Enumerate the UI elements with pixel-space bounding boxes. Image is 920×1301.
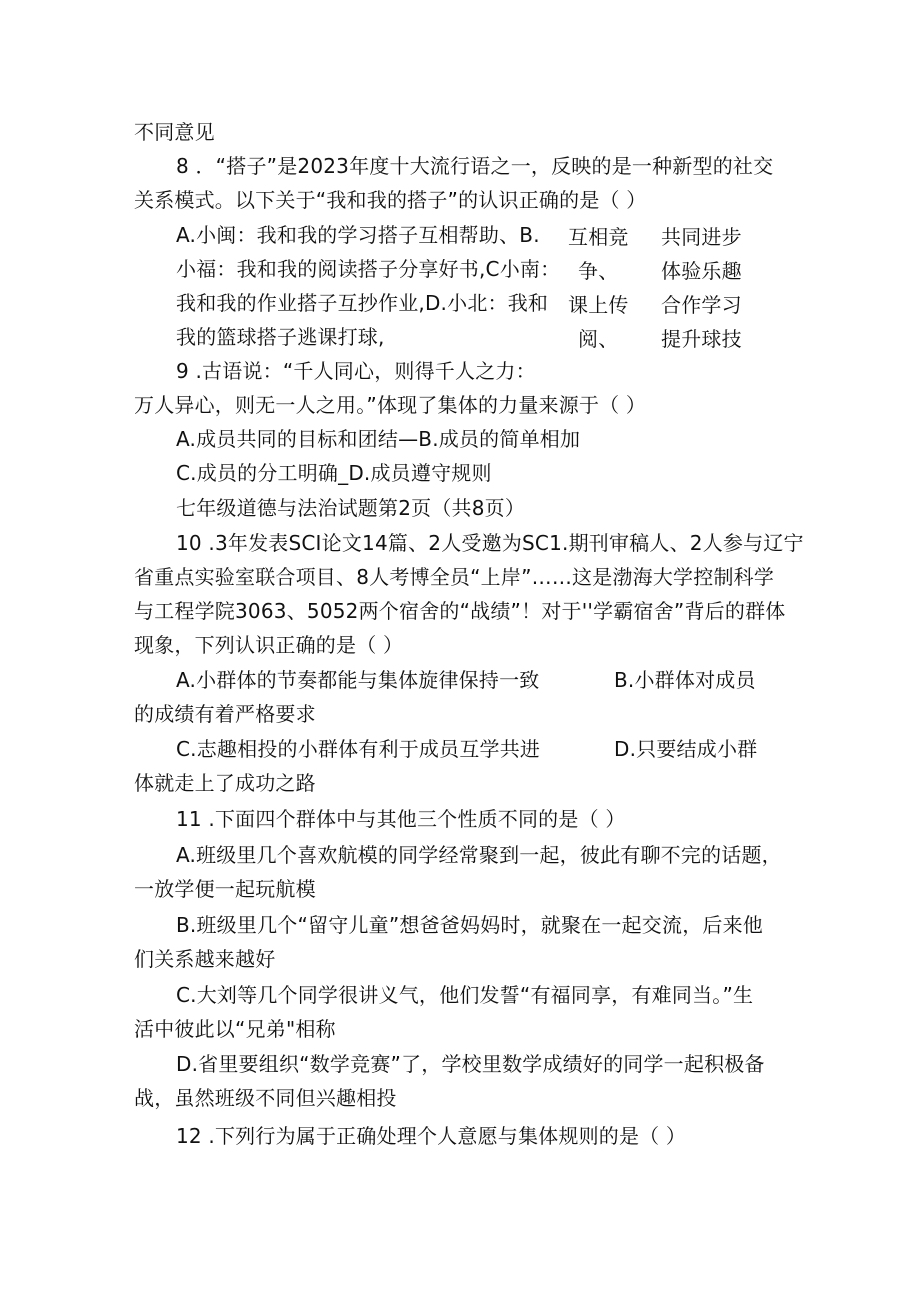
question-8-option-line: 我的篮球搭子逃课打球, bbox=[176, 325, 385, 349]
question-8-option-line: 我和我的作业搭子互抄作业,D.小北：我和 bbox=[176, 291, 549, 315]
option-fragment: 提升球技 bbox=[661, 327, 742, 351]
text-line: 们关系越来越好 bbox=[134, 947, 276, 971]
question-10-option-a: A.小群体的节奏都能与集体旋律保持一致 bbox=[176, 668, 540, 692]
text-line: 省重点实验室联合项目、8人考博全员“上岸”……这是渤海大学控制科学 bbox=[134, 565, 775, 589]
text-line: 关系模式。以下关于“我和我的搭子”的认识正确的是（ ） bbox=[134, 188, 647, 212]
page-footer: 七年级道德与法治试题第2页（共8页） bbox=[176, 496, 526, 520]
question-9-stem: 9 .古语说：“千人同心，则得千人之力： bbox=[176, 359, 536, 383]
question-10-stem: 10 .3年发表SCI论文14篇、2人受邀为SC1.期刊审稿人、2人参与辽宁 bbox=[176, 531, 804, 555]
question-9-options-ab: A.成员共同的目标和团结—B.成员的简单相加 bbox=[176, 427, 581, 451]
option-fragment: 合作学习 bbox=[661, 293, 742, 317]
text-line: 体就走上了成功之路 bbox=[134, 771, 316, 795]
text-line: 不同意见 bbox=[134, 120, 215, 144]
question-10-option-d: D.只要结成小群 bbox=[614, 737, 758, 761]
text-line: 的成绩有着严格要求 bbox=[134, 702, 316, 726]
text-line: 战，虽然班级不同但兴趣相投 bbox=[134, 1086, 397, 1110]
option-fragment: 课上传 bbox=[568, 293, 629, 317]
question-8-stem: 8 ．“搭子”是2023年度十大流行语之一，反映的是一种新型的社交 bbox=[176, 154, 774, 178]
text-line: 一放学便一起玩航模 bbox=[134, 877, 316, 901]
text-line: 现象，下列认识正确的是（ ） bbox=[134, 633, 404, 657]
option-fragment: 体验乐趣 bbox=[661, 259, 742, 283]
text-line: 万人异心，则无一人之用。”体现了集体的力量来源于（ ） bbox=[134, 393, 647, 417]
question-9-options-cd: C.成员的分工明确_D.成员遵守规则 bbox=[176, 461, 492, 485]
question-8-option-line: A.小闽：我和我的学习搭子互相帮助、B. bbox=[176, 223, 540, 247]
question-8-option-line: 小福：我和我的阅读搭子分享好书,C小南： bbox=[176, 257, 561, 281]
question-10-option-b: B.小群体对成员 bbox=[614, 668, 756, 692]
question-12-stem: 12 .下列行为属于正确处理个人意愿与集体规则的是（ ） bbox=[176, 1124, 687, 1148]
question-11-option-a: A.班级里几个喜欢航模的同学经常聚到一起，彼此有聊不完的话题， bbox=[176, 843, 782, 867]
question-10-option-c: C.志趣相投的小群体有利于成员互学共进 bbox=[176, 737, 541, 761]
option-fragment: 互相竞 bbox=[568, 225, 629, 249]
question-11-stem: 11 .下面四个群体中与其他三个性质不同的是（ ） bbox=[176, 807, 626, 831]
option-fragment: 共同进步 bbox=[661, 225, 742, 249]
question-11-option-c: C.大刘等几个同学很讲义气，他们发誓“有福同享，有难同当。”生 bbox=[176, 983, 754, 1007]
question-11-option-b: B.班级里几个“留守儿童”想爸爸妈妈时，就聚在一起交流，后来他 bbox=[176, 913, 764, 937]
option-fragment: 争、 bbox=[578, 259, 619, 283]
option-fragment: 阅、 bbox=[578, 327, 619, 351]
text-line: 活中彼此以“兄弟"相称 bbox=[134, 1017, 336, 1041]
question-11-option-d: D.省里要组织“数学竞赛”了，学校里数学成绩好的同学一起积极备 bbox=[176, 1052, 765, 1076]
text-line: 与工程学院3063、5052两个宿舍的“战绩”！对于''学霸宿舍”背后的群体 bbox=[134, 599, 786, 623]
